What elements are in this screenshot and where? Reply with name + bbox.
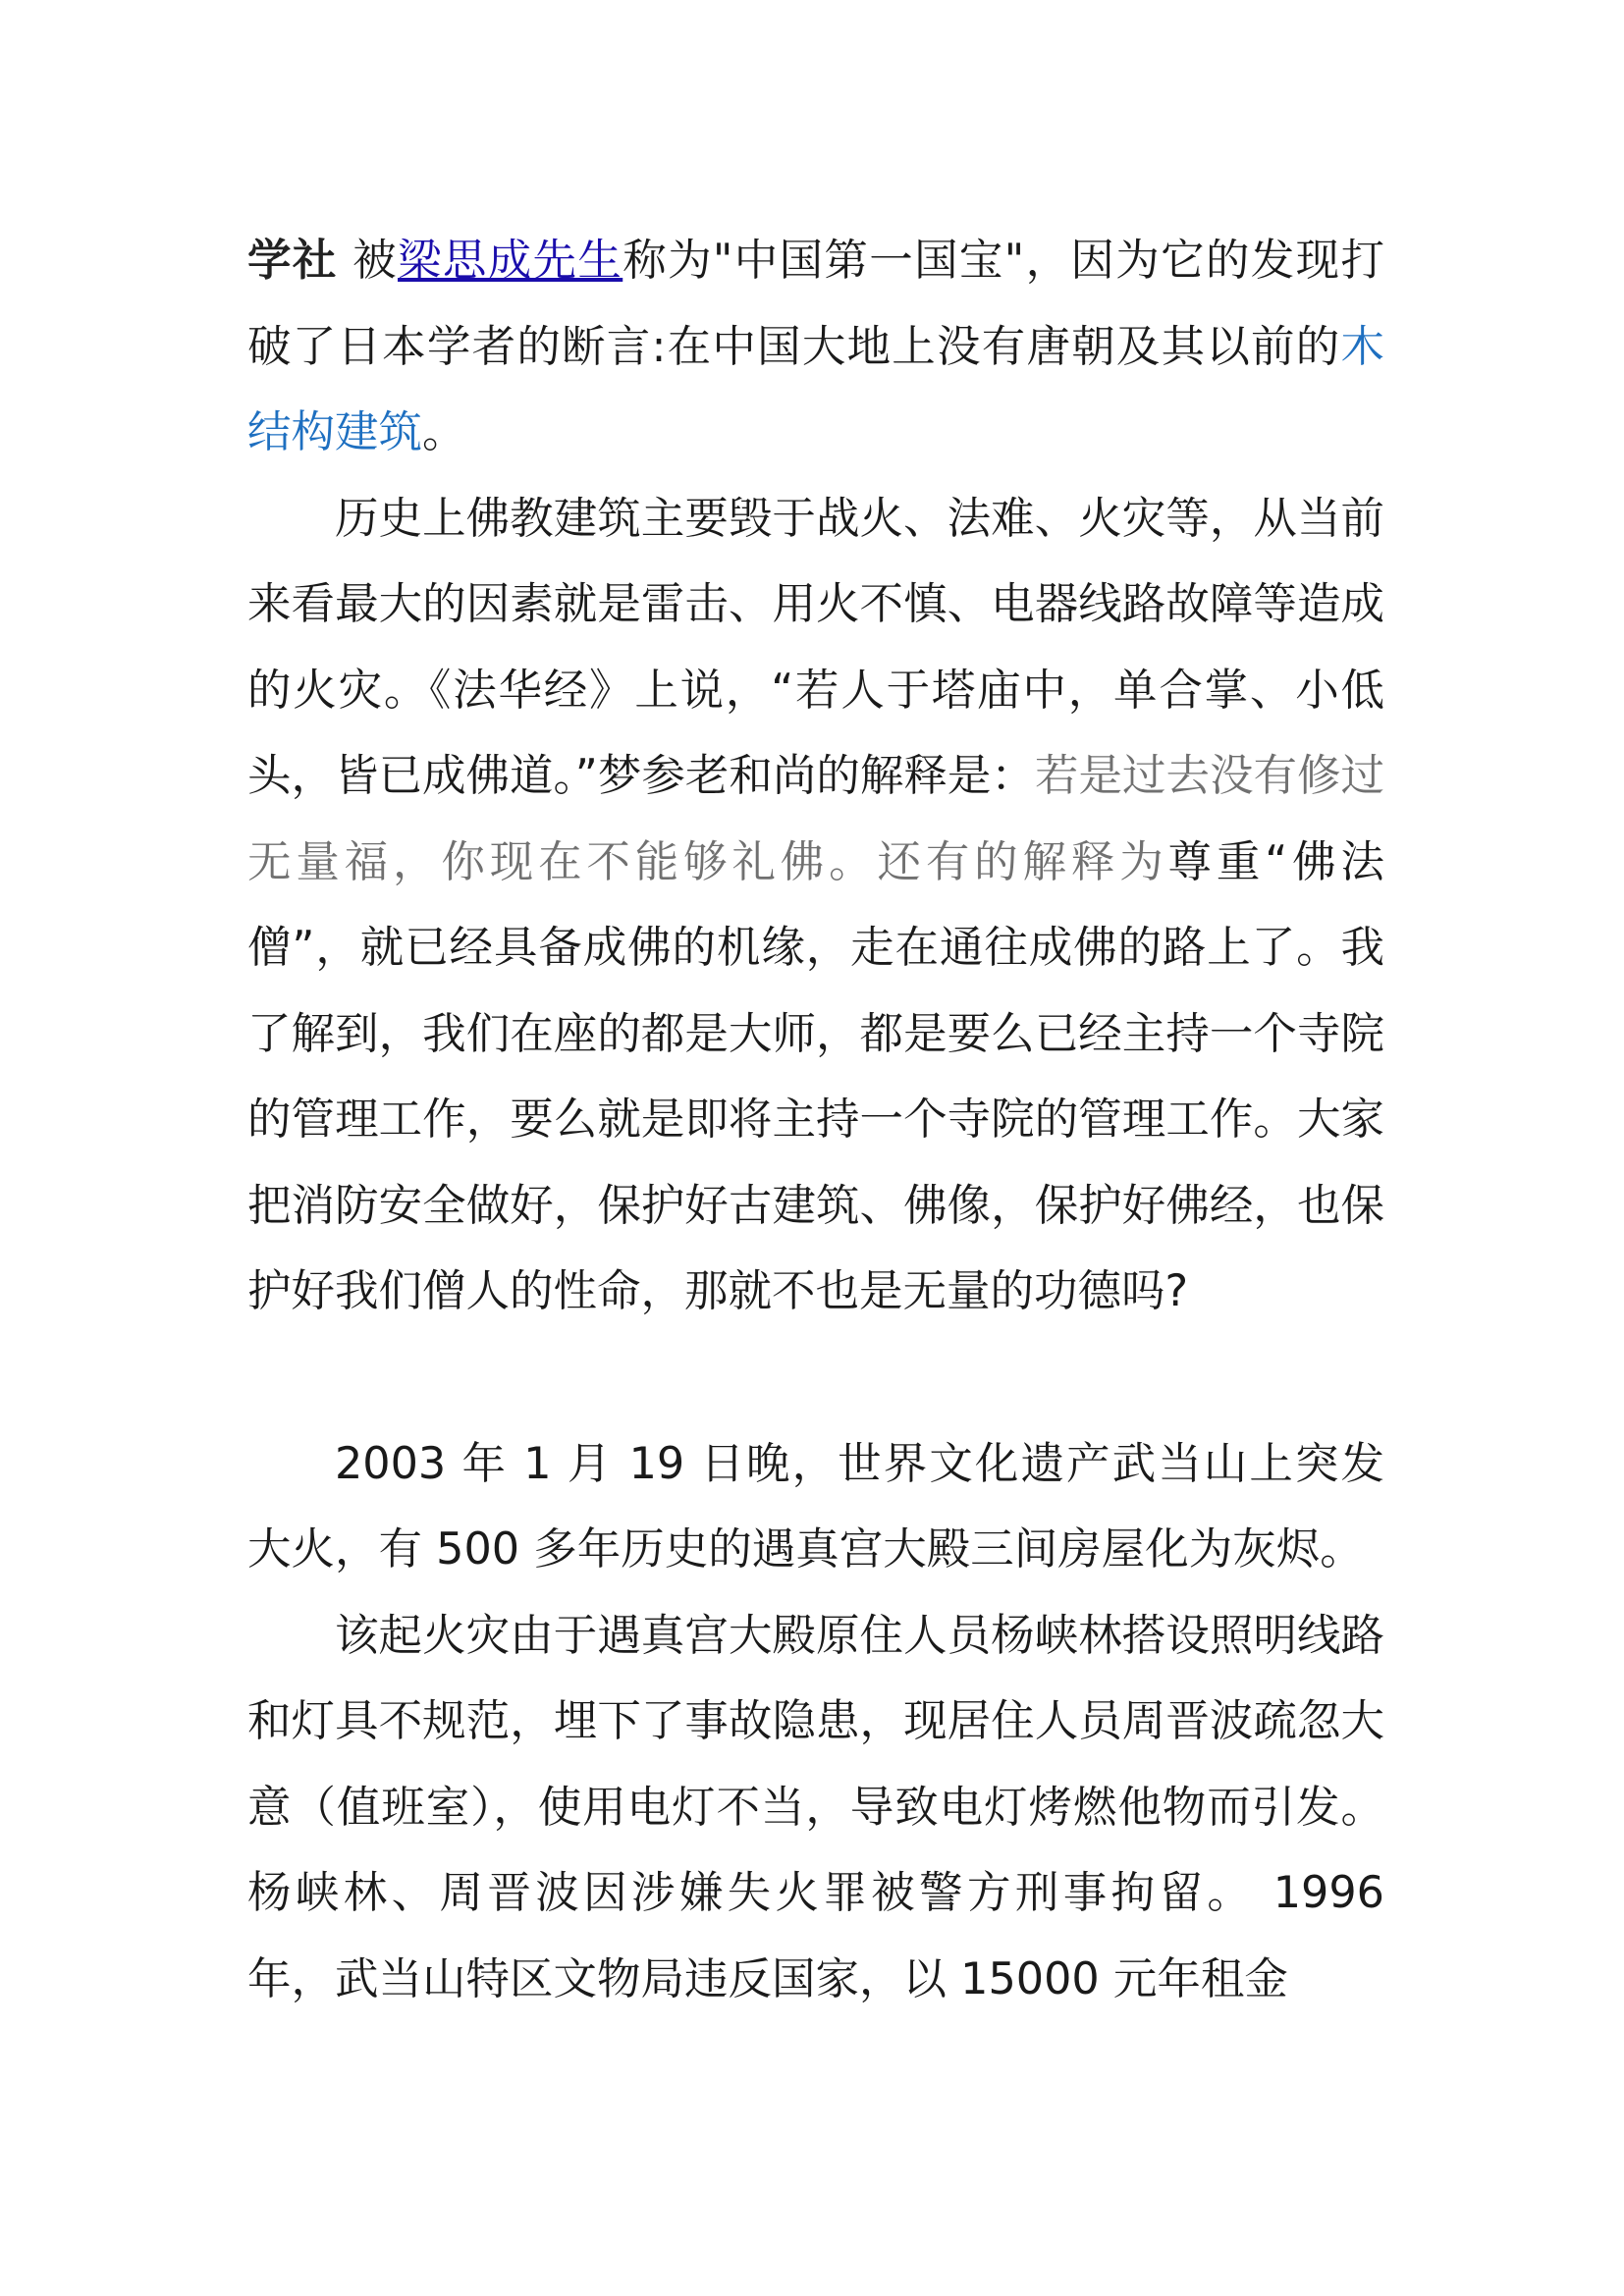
gray-quote-text: 若是过去没有修过无量福，你现在不能够礼佛。还有的解释为 [247, 751, 1384, 887]
wood-structure-link[interactable]: 木结构建筑 [247, 321, 1384, 457]
paragraph-wudang-fire: 2003 年 1 月 19 日晚，世界文化遗产武当山上突发大火，有 500 多年历史的遇真宫大殿三间房屋化为灰烬。 [247, 1438, 1384, 1575]
paragraph-buddhist-architecture [247, 476, 1384, 1335]
text-segment: 。 [422, 407, 466, 457]
text-segment: 历史上佛教建筑主要毁于战火、法难、火灾等，从当前来看最大的因素就是雷击、用火不慎、电器线路故障等造成的火灾。《法华经》上说，“若人于塔庙中，单合掌、小低头，皆已成佛道。”梦参老和尚的解释是： [247, 493, 1384, 801]
text-segment: 称为"中国第一国宝"，因为它的发现打破了日本学者的断言:在中国大地上没有唐朝及其以前的 [247, 236, 1384, 372]
paragraph-liang-sicheng [247, 218, 1384, 476]
bold-text: 学社 [247, 236, 338, 286]
text-segment: 被 [337, 236, 399, 286]
liang-sicheng-link[interactable]: 梁思成先生 [398, 236, 623, 286]
paragraph-fire-cause: 该起火灾由于遇真宫大殿原住人员杨峡林搭设照明线路和灯具不规范，埋下了事故隐患，现居住人员周晋波疏忽大意（值班室），使用电灯不当，导致电灯烤燃他物而引发。杨峡林、周晋波因涉嫌失火罪被警方刑事拘留。 1996 年，武当山特区文物局违反国家，以 15000 元年租金 [247, 1610, 1384, 2004]
paragraph-spacer [247, 1335, 1384, 1421]
document-body [247, 218, 1384, 2022]
text-segment: 尊重“佛法僧”，就已经具备成佛的机缘，走在通往成佛的路上了。我了解到，我们在座的都是大师，都是要么已经主持一个寺院的管理工作，要么就是即将主持一个寺院的管理工作。大家把消防安全做好，保护好古建筑、佛像，保护好佛经，也保护好我们僧人的性命，那就不也是无量的功德吗? [247, 836, 1384, 1316]
